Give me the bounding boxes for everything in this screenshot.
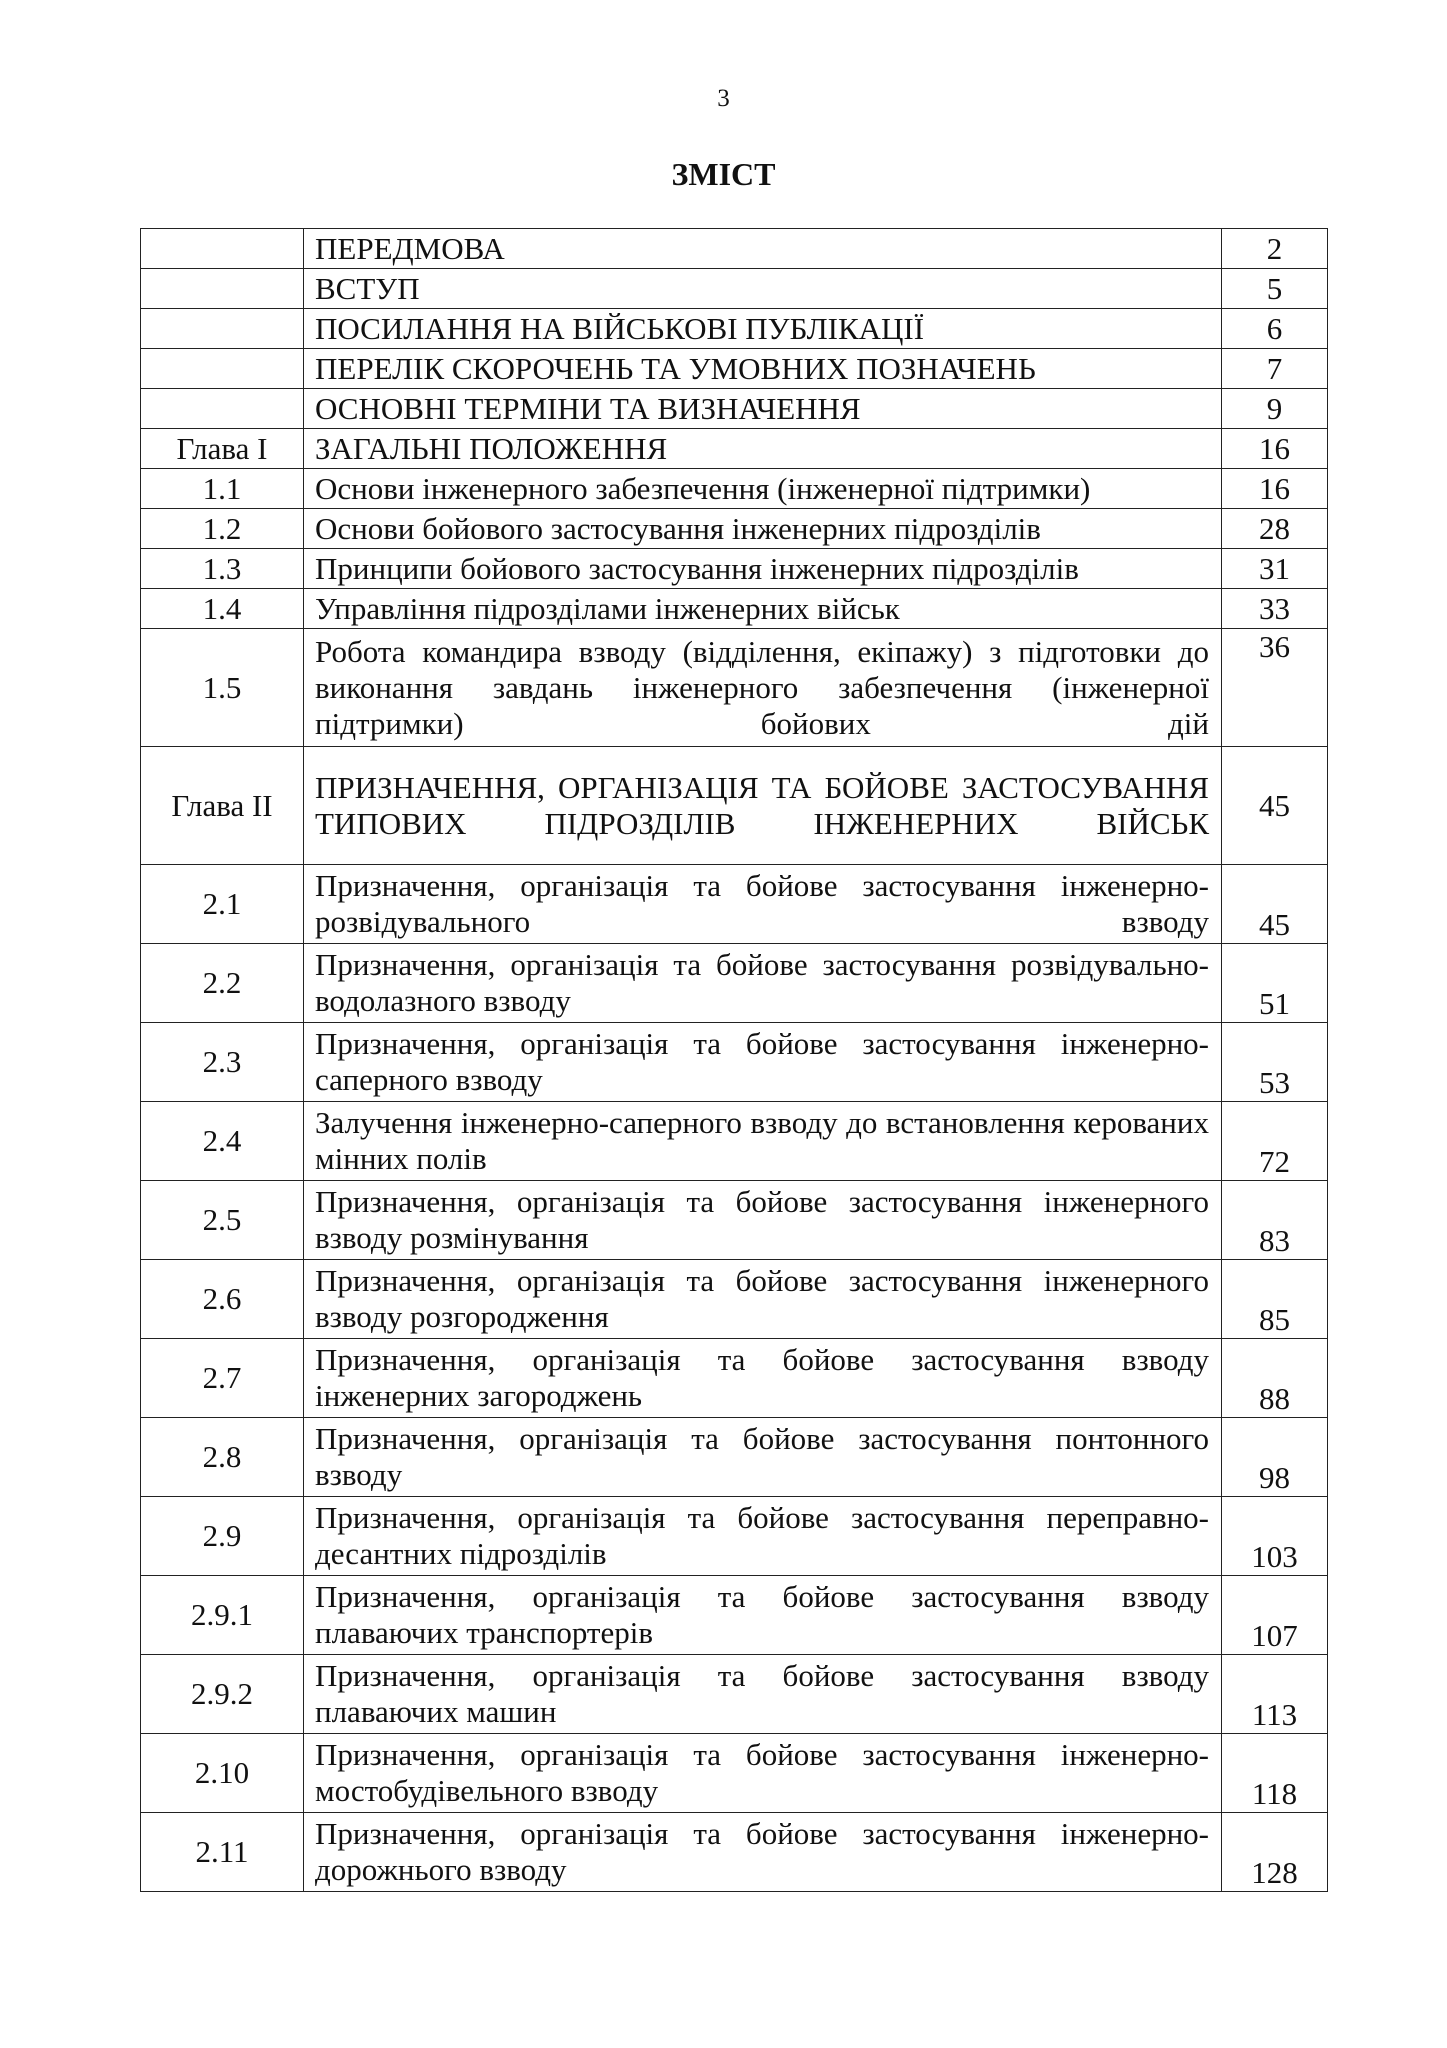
toc-page-number: 53 [1222,1023,1328,1102]
toc-section-number: 1.4 [141,589,304,629]
toc-section-title: Призначення, організація та бойове застосування інженерно-дорожнього взводу [304,1813,1222,1892]
toc-body [141,229,1328,1892]
toc-section-title: ПЕРЕДМОВА [304,229,1222,269]
toc-section-title: Призначення, організація та бойове застосування розвідувально-водолазного взводу [304,944,1222,1023]
toc-section-number: 2.9.1 [141,1576,304,1655]
toc-section-title: Призначення, організація та бойове застосування взводу плаваючих транспортерів [304,1576,1222,1655]
toc-page-number: 128 [1222,1813,1328,1892]
toc-row [141,1655,1328,1734]
toc-section-title: Призначення, організація та бойове застосування понтонного взводу [304,1418,1222,1497]
toc-page-number: 28 [1222,509,1328,549]
toc-section-number: 2.8 [141,1418,304,1497]
toc-section-title: Призначення, організація та бойове застосування інженерного взводу розмінування [304,1181,1222,1260]
toc-row [141,1260,1328,1339]
toc-section-title: Призначення, організація та бойове застосування взводу плаваючих машин [304,1655,1222,1734]
toc-row [141,229,1328,269]
toc-section-number: 2.9 [141,1497,304,1576]
toc-page-number: 88 [1222,1339,1328,1418]
toc-row [141,389,1328,429]
toc-row [141,429,1328,469]
toc-section-number: 2.2 [141,944,304,1023]
toc-section-number: 2.10 [141,1734,304,1813]
toc-section-number: 2.4 [141,1102,304,1181]
toc-page-number: 118 [1222,1734,1328,1813]
toc-section-title: ПРИЗНАЧЕННЯ, ОРГАНІЗАЦІЯ ТА БОЙОВЕ ЗАСТОСУВАННЯ ТИПОВИХ ПІДРОЗДІЛІВ ІНЖЕНЕРНИХ ВІЙСЬК [304,747,1222,865]
toc-section-number: 1.5 [141,629,304,747]
toc-section-title: Призначення, організація та бойове застосування інженерно-мостобудівельного взводу [304,1734,1222,1813]
toc-page-number: 36 [1222,629,1328,747]
toc-section-number: 2.3 [141,1023,304,1102]
toc-row [141,1813,1328,1892]
toc-section-title: Основи інженерного забезпечення (інженерної підтримки) [304,469,1222,509]
toc-section-number: 2.6 [141,1260,304,1339]
toc-row [141,469,1328,509]
toc-section-title: Призначення, організація та бойове застосування інженерно-саперного взводу [304,1023,1222,1102]
toc-row [141,589,1328,629]
toc-section-number [141,269,304,309]
toc-row [141,944,1328,1023]
toc-section-title: Управління підрозділами інженерних військ [304,589,1222,629]
toc-page-number: 51 [1222,944,1328,1023]
toc-page-number: 31 [1222,549,1328,589]
toc-section-number: 1.3 [141,549,304,589]
toc-section-number: Глава II [141,747,304,865]
toc-page-number: 2 [1222,229,1328,269]
toc-section-title: ОСНОВНІ ТЕРМІНИ ТА ВИЗНАЧЕННЯ [304,389,1222,429]
toc-row [141,1023,1328,1102]
toc-page-number: 45 [1222,865,1328,944]
toc-section-number [141,229,304,269]
toc-section-title: Залучення інженерно-саперного взводу до встановлення керованих мінних полів [304,1102,1222,1181]
toc-section-title: Принципи бойового застосування інженерних підрозділів [304,549,1222,589]
toc-row [141,1418,1328,1497]
toc-section-title: ЗАГАЛЬНІ ПОЛОЖЕННЯ [304,429,1222,469]
page-number: 3 [717,85,730,112]
toc-row [141,1734,1328,1813]
toc-page-number: 83 [1222,1181,1328,1260]
toc-page-number: 9 [1222,389,1328,429]
toc-section-title: ПОСИЛАННЯ НА ВІЙСЬКОВІ ПУБЛІКАЦІЇ [304,309,1222,349]
table-of-contents [140,228,1328,1892]
toc-page-number: 98 [1222,1418,1328,1497]
toc-section-number: 2.11 [141,1813,304,1892]
toc-section-number [141,309,304,349]
toc-row [141,1181,1328,1260]
toc-page-number: 85 [1222,1260,1328,1339]
toc-row [141,1102,1328,1181]
toc-page-number: 6 [1222,309,1328,349]
toc-page-number: 16 [1222,469,1328,509]
toc-page-number: 5 [1222,269,1328,309]
toc-section-number: 2.1 [141,865,304,944]
toc-page-number: 33 [1222,589,1328,629]
toc-page-number: 16 [1222,429,1328,469]
toc-row [141,865,1328,944]
toc-section-number: 2.7 [141,1339,304,1418]
page-title: ЗМІСТ [671,156,776,192]
toc-section-number [141,349,304,389]
toc-section-number [141,389,304,429]
toc-page-number: 45 [1222,747,1328,865]
toc-section-title: Основи бойового застосування інженерних підрозділів [304,509,1222,549]
toc-row [141,1339,1328,1418]
toc-row [141,629,1328,747]
toc-section-number: 1.1 [141,469,304,509]
toc-page-number: 107 [1222,1576,1328,1655]
toc-row [141,309,1328,349]
toc-row [141,1497,1328,1576]
toc-row [141,509,1328,549]
toc-section-number: 2.5 [141,1181,304,1260]
toc-row [141,747,1328,865]
toc-section-number: Глава I [141,429,304,469]
toc-section-title: Робота командира взводу (відділення, екіпажу) з підготовки до виконання завдань інженерного забезпечення (інженерної підтримки) бойових дій [304,629,1222,747]
toc-row [141,1576,1328,1655]
toc-section-title: Призначення, організація та бойове застосування інженерного взводу розгородження [304,1260,1222,1339]
toc-section-title: Призначення, організація та бойове застосування інженерно-розвідувального взводу [304,865,1222,944]
toc-row [141,349,1328,389]
toc-section-number: 1.2 [141,509,304,549]
toc-page-number: 103 [1222,1497,1328,1576]
toc-page-number: 7 [1222,349,1328,389]
toc-section-title: ВСТУП [304,269,1222,309]
toc-page-number: 72 [1222,1102,1328,1181]
toc-page-number: 113 [1222,1655,1328,1734]
toc-section-title: Призначення, організація та бойове застосування взводу інженерних загороджень [304,1339,1222,1418]
toc-row [141,269,1328,309]
toc-section-number: 2.9.2 [141,1655,304,1734]
toc-row [141,549,1328,589]
toc-section-title: Призначення, організація та бойове застосування переправно-десантних підрозділів [304,1497,1222,1576]
toc-section-title: ПЕРЕЛІК СКОРОЧЕНЬ ТА УМОВНИХ ПОЗНАЧЕНЬ [304,349,1222,389]
